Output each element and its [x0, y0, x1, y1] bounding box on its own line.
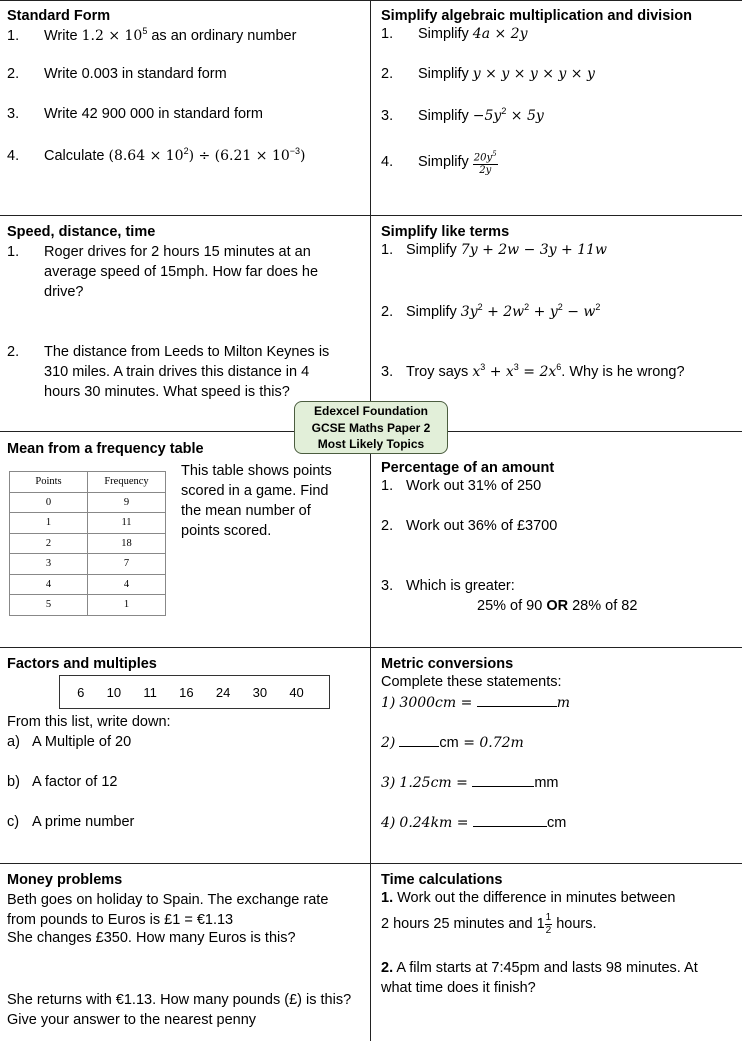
answer-blank[interactable] — [399, 734, 439, 747]
option-a: 25% of 90 — [477, 598, 547, 614]
question-number: 2. — [381, 518, 394, 534]
question-number: 2. — [7, 66, 20, 82]
metric-q3 — [381, 774, 559, 791]
question-number: 2. — [381, 960, 394, 976]
question-text: Simplify — [418, 26, 473, 42]
exchange-rate: £1 = €1.13 — [164, 912, 234, 928]
question-number: 3. — [381, 363, 394, 380]
like-terms-q3 — [381, 362, 685, 380]
math-expression: + y — [529, 303, 558, 320]
table-cell: 4 — [10, 574, 88, 595]
badge-line: GCSE Maths Paper 2 — [311, 420, 431, 435]
algebra-mult-q4 — [381, 146, 498, 178]
table-cell: 1 — [10, 513, 88, 534]
question-number: 1. — [7, 244, 20, 260]
mean-prompt: This table shows points scored in a game. Find the mean number of points scored. — [181, 463, 332, 539]
exponent: 2 — [524, 302, 530, 312]
percentage-q1 — [381, 478, 541, 494]
question-text: Simplify — [418, 66, 473, 82]
table-cell: 1 — [88, 595, 166, 616]
question-number: 2. — [381, 303, 394, 320]
question-text: Simplify — [418, 154, 473, 170]
section-title: Percentage of an amount — [381, 460, 555, 476]
question-text: Roger drives for 2 hours 15 minutes at an average speed of 15mph. How far does he drive? — [44, 244, 319, 300]
question-text: Beth goes on holiday to Spain. The exchange rate from pounds to Euros is — [7, 892, 329, 928]
standard-form-q2 — [7, 66, 227, 82]
time-q1 — [381, 890, 675, 906]
fraction-numerator: 1 — [545, 911, 552, 923]
exponent: 2 — [595, 302, 601, 312]
answer-blank[interactable] — [473, 814, 547, 827]
section-title: Time calculations — [381, 872, 503, 888]
section-title: Mean from a frequency table — [7, 441, 204, 457]
math-expression: × 5y — [506, 107, 544, 124]
exponent: −3 — [289, 146, 301, 156]
section-title: Metric conversions — [381, 656, 514, 672]
table-row — [10, 574, 166, 595]
math-expression: y × y × y × y × y — [472, 66, 595, 82]
table-row — [10, 533, 166, 554]
like-terms-q1 — [381, 242, 607, 258]
list-number: 16 — [179, 684, 194, 700]
table-header-cell: Frequency — [88, 472, 166, 493]
question-text: 2 hours 25 minutes and 1 — [381, 916, 545, 932]
question-text: Write 0.003 in standard form — [44, 66, 227, 82]
or-keyword: OR — [546, 598, 569, 614]
question-number: 3. — [7, 106, 20, 122]
exponent: 6 — [556, 362, 562, 372]
table-cell: 0 — [10, 492, 88, 513]
math-expression: = 0.72m — [458, 735, 524, 751]
question-text: A film starts at 7:45pm and lasts 98 minutes. At what time does it finish? — [381, 960, 698, 996]
math-expression: + x — [485, 363, 514, 380]
table-row — [10, 513, 166, 534]
algebra-mult-q2 — [381, 66, 595, 82]
list-number: 10 — [106, 684, 122, 700]
time-q2 — [381, 958, 731, 998]
math-expression: (8.64 × 10 — [108, 147, 184, 164]
percentage-section — [374, 432, 742, 647]
section-title: Money problems — [7, 872, 123, 888]
table-cell: 9 — [88, 492, 166, 513]
answer-blank[interactable] — [477, 694, 557, 707]
money-text-2: She changes £350. How many Euros is this? — [7, 930, 296, 946]
factors-b — [7, 774, 117, 790]
table-header-row — [10, 472, 166, 493]
speed-q2 — [7, 342, 352, 402]
math-expression: ) — [300, 147, 306, 164]
section-title: Factors and multiples — [7, 656, 157, 672]
question-number: c) — [7, 814, 20, 830]
list-number: 6 — [77, 684, 85, 700]
question-number: 1) — [381, 695, 396, 711]
algebra-mult-q3 — [381, 106, 544, 124]
list-number: 30 — [252, 684, 268, 700]
exponent: 5 — [492, 149, 497, 158]
question-number: 1. — [381, 26, 394, 42]
exponent: 2 — [477, 302, 483, 312]
question-text: The distance from Leeds to Milton Keynes is 310 miles. A train drives this distance in 4 hours 30 minutes. What speed is this? — [44, 344, 330, 400]
question-text: hours. — [552, 916, 597, 932]
question-text: A factor of 12 — [32, 774, 118, 790]
question-number: 1. — [381, 242, 394, 258]
table-cell: 2 — [10, 533, 88, 554]
question-text: Simplify — [418, 107, 473, 124]
table-row — [10, 554, 166, 575]
table-row — [10, 595, 166, 616]
table-cell: 18 — [88, 533, 166, 554]
standard-form-q4 — [7, 146, 306, 164]
question-number: a) — [7, 734, 20, 750]
table-cell: 11 — [88, 513, 166, 534]
question-text: . Why is he wrong? — [561, 363, 685, 380]
math-expression: x — [472, 363, 481, 380]
table-cell: 4 — [88, 574, 166, 595]
question-text: as an ordinary number — [147, 27, 297, 44]
exponent: 2 — [183, 146, 189, 156]
fraction-denominator: 2y — [479, 164, 492, 176]
number-list — [59, 675, 330, 709]
question-text: Write 42 900 000 in standard form — [44, 106, 263, 122]
math-expression: 1.2 × 10 — [81, 27, 143, 44]
question-number: 2) — [381, 735, 396, 751]
math-expression: 1.25cm = — [399, 775, 473, 791]
question-number: b) — [7, 774, 20, 790]
math-expression: = 2x — [518, 363, 557, 380]
section-title: Simplify like terms — [381, 224, 510, 240]
question-number: 2. — [7, 344, 20, 360]
question-number: 1. — [7, 27, 20, 44]
unit: mm — [534, 775, 559, 791]
unit: cm — [439, 735, 459, 751]
math-expression: ) ÷ (6.21 × 10 — [188, 147, 290, 164]
factors-a — [7, 734, 131, 750]
question-text: Write — [44, 27, 82, 44]
math-expression: 3000cm = — [399, 695, 477, 711]
table-cell: 3 — [10, 554, 88, 575]
question-text: A Multiple of 20 — [32, 734, 132, 750]
table-header-cell: Points — [10, 472, 88, 493]
badge-line: Most Likely Topics — [317, 437, 425, 451]
exponent: 2 — [557, 302, 563, 312]
question-number: 3. — [381, 578, 394, 594]
section-title: Simplify algebraic multiplication and division — [381, 8, 692, 24]
question-number: 2. — [381, 66, 394, 82]
question-number: 4. — [7, 147, 20, 164]
factors-intro: From this list, write down: — [7, 714, 171, 730]
metric-q4 — [381, 814, 566, 831]
time-q1-line2 — [381, 911, 597, 937]
list-number: 40 — [289, 684, 304, 700]
unit: m — [556, 695, 571, 711]
list-number: 24 — [215, 684, 231, 700]
option-b: 28% of 82 — [568, 598, 638, 614]
question-number: 3. — [381, 107, 394, 124]
math-expression: 3y — [460, 303, 478, 320]
math-expression: 4a × 2y — [472, 26, 528, 42]
standard-form-q3 — [7, 106, 263, 122]
exponent: 3 — [480, 362, 486, 372]
fraction — [473, 148, 498, 177]
metric-q2 — [381, 734, 524, 751]
question-text: A prime number — [32, 814, 135, 830]
question-text: Calculate — [44, 147, 109, 164]
question-text: Work out 36% of £3700 — [406, 518, 558, 534]
badge-line: Edexcel Foundation — [313, 404, 428, 418]
question-number: 3) — [381, 775, 396, 791]
section-title: Speed, distance, time — [7, 224, 156, 240]
question-number: 1. — [381, 478, 394, 494]
question-text: Troy says — [406, 363, 473, 380]
metric-intro: Complete these statements: — [381, 674, 562, 690]
money-text-3: She returns with €1.13. How many pounds (£) is this? Give your answer to the nearest penny — [7, 992, 352, 1028]
speed-q1 — [7, 242, 347, 302]
grid-line-vertical — [370, 0, 371, 1041]
fraction-denominator: 2 — [545, 924, 552, 936]
factors-c — [7, 814, 134, 830]
percentage-q2 — [381, 518, 557, 534]
exponent: 3 — [513, 362, 519, 372]
metric-q1 — [381, 694, 570, 711]
list-number: 11 — [143, 684, 157, 700]
exponent: 2 — [501, 106, 507, 116]
unit: cm — [546, 815, 567, 831]
question-text: Work out 31% of 250 — [406, 478, 542, 494]
math-expression: −5y — [472, 107, 502, 124]
question-text: Which is greater: — [406, 578, 515, 594]
math-expression: 7y + 2w − 3y + 11w — [460, 242, 608, 258]
table-cell: 5 — [10, 595, 88, 616]
table-cell: 7 — [88, 554, 166, 575]
math-expression: + 2w — [482, 303, 525, 320]
question-text: Simplify — [406, 242, 461, 258]
algebra-mult-q1 — [381, 26, 528, 42]
math-expression: − w — [562, 303, 596, 320]
frequency-table — [9, 471, 166, 616]
money-text-1 — [7, 890, 352, 930]
question-number: 4) — [381, 815, 396, 831]
section-title: Standard Form — [7, 8, 111, 24]
question-text: Work out the difference in minutes between — [393, 890, 676, 906]
fraction-numerator: 20y — [473, 151, 493, 163]
paper-badge — [294, 401, 448, 454]
percentage-q3-options — [477, 598, 637, 614]
math-expression: 0.24km = — [399, 815, 473, 831]
percentage-q3 — [381, 578, 515, 594]
question-number: 4. — [381, 154, 394, 170]
exponent: 5 — [142, 26, 148, 36]
question-number: 1. — [381, 890, 394, 906]
question-text: Simplify — [406, 303, 461, 320]
answer-blank[interactable] — [472, 774, 534, 787]
standard-form-q1 — [7, 26, 296, 44]
like-terms-q2 — [381, 302, 600, 320]
table-row — [10, 492, 166, 513]
